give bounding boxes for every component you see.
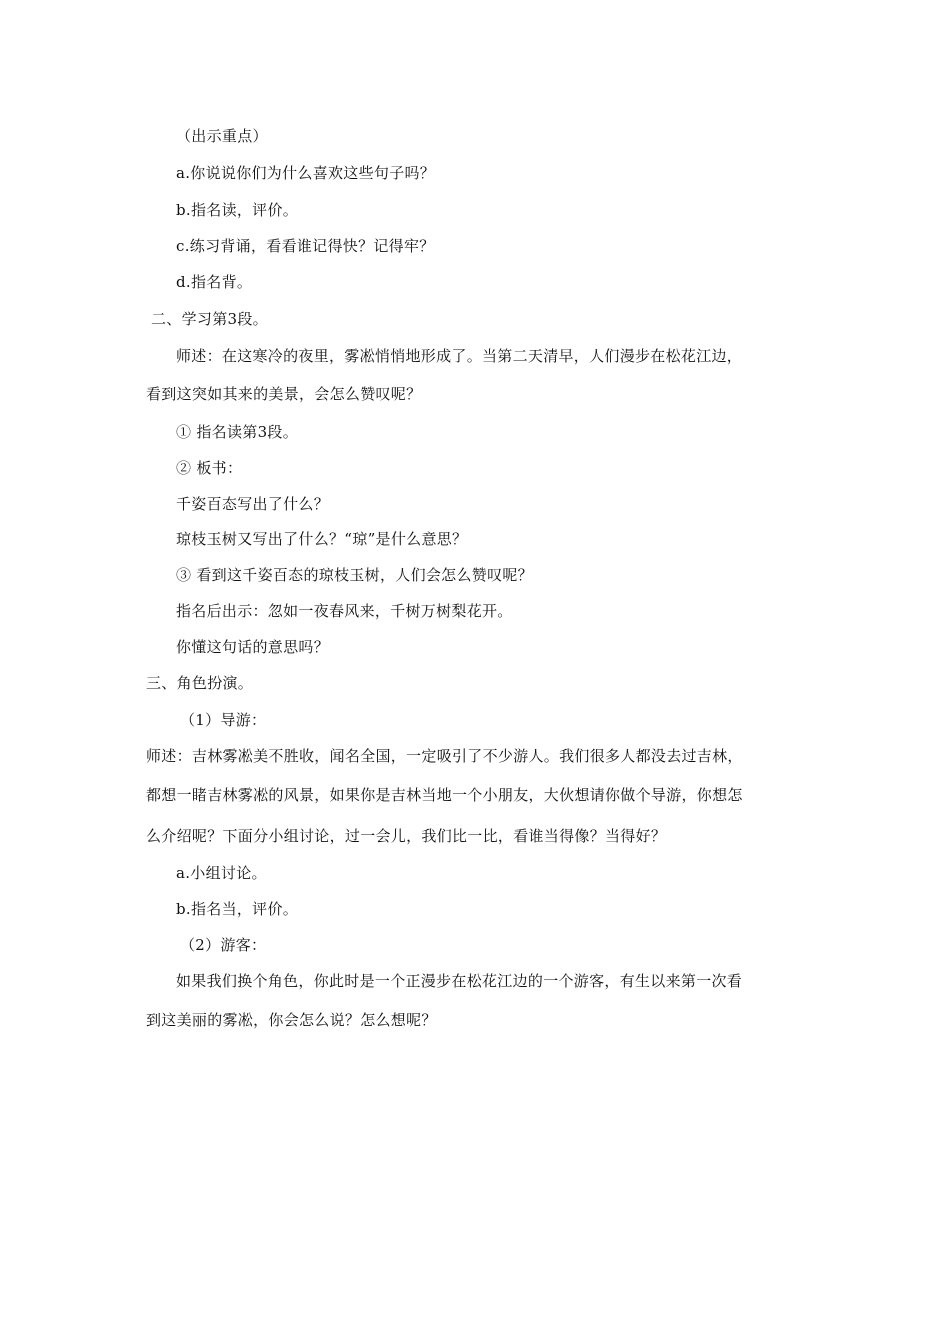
text-line-b: b.指名读，评价。 — [176, 201, 299, 219]
text-line: 琼枝玉树又写出了什么？“琼”是什么意思？ — [176, 530, 468, 548]
paragraph-line: 么介绍呢？下面分小组讨论，过一会儿，我们比一比，看谁当得像？当得好？ — [146, 827, 667, 845]
paragraph-line: 都想一睹吉林雾凇的风景，如果你是吉林当地一个小朋友，大伙想请你做个导游，你想怎 — [146, 786, 743, 804]
text-line-emphasis: （出示重点） — [176, 127, 268, 145]
text-line: 你懂这句话的意思吗？ — [176, 638, 330, 656]
text-line: 千姿百态写出了什么？ — [176, 495, 330, 513]
text-line: 指名后出示：忽如一夜春风来，千树万树梨花开。 — [176, 602, 513, 620]
paragraph-line: 师述：在这寒冷的夜里，雾凇悄悄地形成了。当第二天清早，人们漫步在松花江边， — [176, 347, 743, 365]
paragraph-line: 师述：吉林雾凇美不胜收，闻名全国，一定吸引了不少游人。我们很多人都没去过吉林， — [146, 747, 743, 765]
list-item-3: ③ 看到这千姿百态的琼枝玉树，人们会怎么赞叹呢？ — [176, 566, 533, 584]
section-heading-3: 三、角色扮演。 — [146, 674, 254, 692]
paragraph-line: 到这美丽的雾凇，你会怎么说？怎么想呢？ — [146, 1011, 437, 1029]
text-line-b: b.指名当，评价。 — [176, 900, 299, 918]
text-line-c: c.练习背诵，看看谁记得快？记得牢？ — [176, 237, 435, 255]
text-line-a: a.小组讨论。 — [176, 864, 267, 882]
text-line-d: d.指名背。 — [176, 273, 253, 291]
section-heading-2: 二、学习第3段。 — [151, 310, 268, 328]
subheading-tourist: （2）游客： — [180, 936, 267, 954]
paragraph-line: 如果我们换个角色，你此时是一个正漫步在松花江边的一个游客，有生以来第一次看 — [176, 972, 743, 990]
text-line-a: a.你说说你们为什么喜欢这些句子吗？ — [176, 164, 436, 182]
list-item-2: ② 板书： — [176, 459, 243, 477]
subheading-guide: （1）导游： — [180, 711, 267, 729]
paragraph-line: 看到这突如其来的美景，会怎么赞叹呢？ — [146, 385, 422, 403]
list-item-1: ① 指名读第3段。 — [176, 423, 299, 441]
